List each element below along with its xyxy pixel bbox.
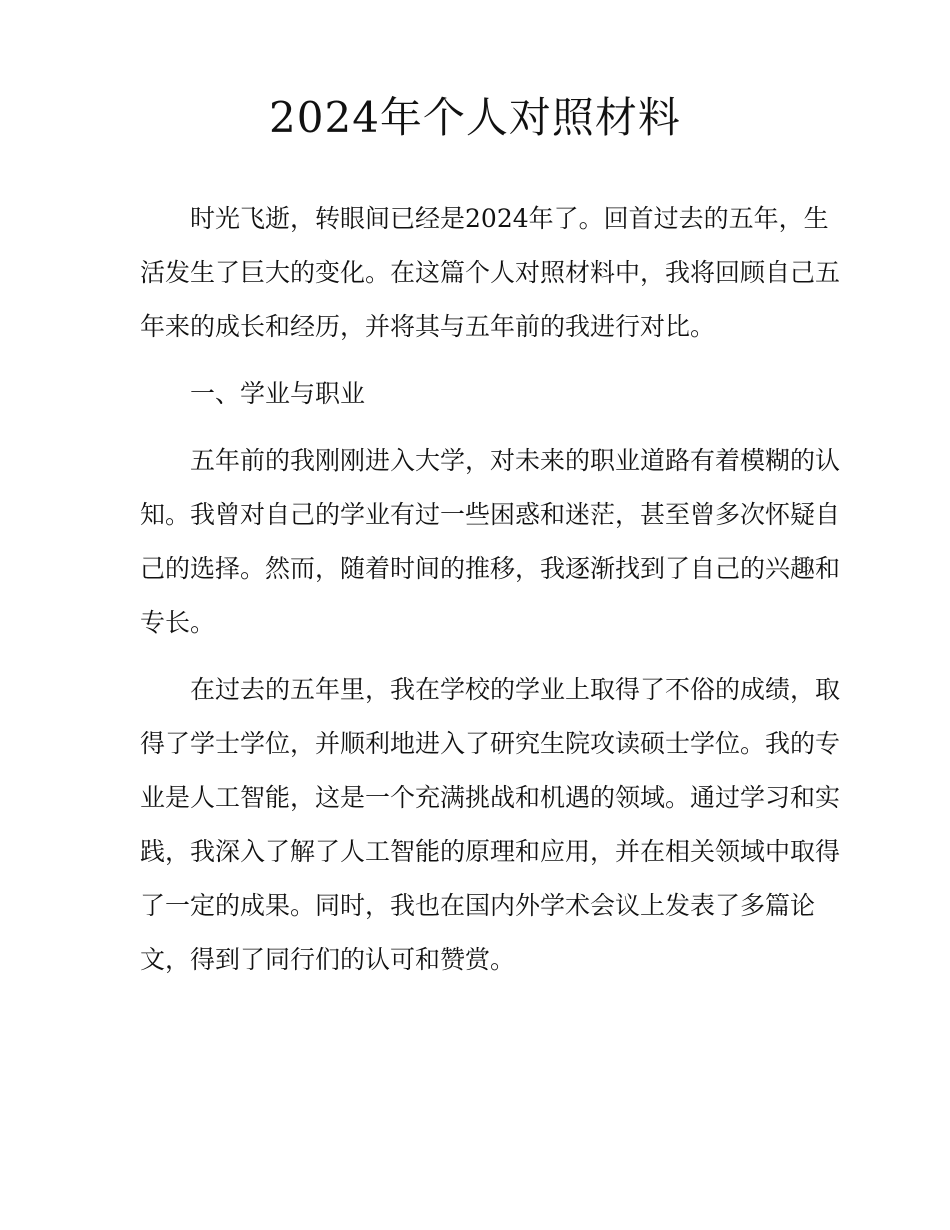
- paragraph-intro: 时光飞逝，转眼间已经是2024年了。回首过去的五年，生活发生了巨大的变化。在这篇个人对照材料中，我将回顾自己五年来的成长和经历，并将其与五年前的我进行对比。: [140, 204, 841, 341]
- section-heading-study-career: 一、学业与职业: [190, 379, 366, 408]
- paragraph-five-years-ago: 五年前的我刚刚进入大学，对未来的职业道路有着模糊的认知。我曾对自己的学业有过一些困惑和迷茫，甚至曾多次怀疑自己的选择。然而，随着时间的推移，我逐渐找到了自己的兴趣和专长。: [140, 446, 841, 637]
- paragraph-past-five-years: 在过去的五年里，我在学校的学业上取得了不俗的成绩，取得了学士学位，并顺利地进入了研究生院攻读硕士学位。我的专业是人工智能，这是一个充满挑战和机遇的领域。通过学习和实践，我深入了解了人工智能的原理和应用，并在相关领域中取得了一定的成果。同时，我也在国内外学术会议上发表了多篇论文，得到了同行们的认可和赞赏。: [140, 675, 841, 974]
- document-title: 2024年个人对照材料: [269, 93, 681, 142]
- document-body: [140, 192, 840, 1000]
